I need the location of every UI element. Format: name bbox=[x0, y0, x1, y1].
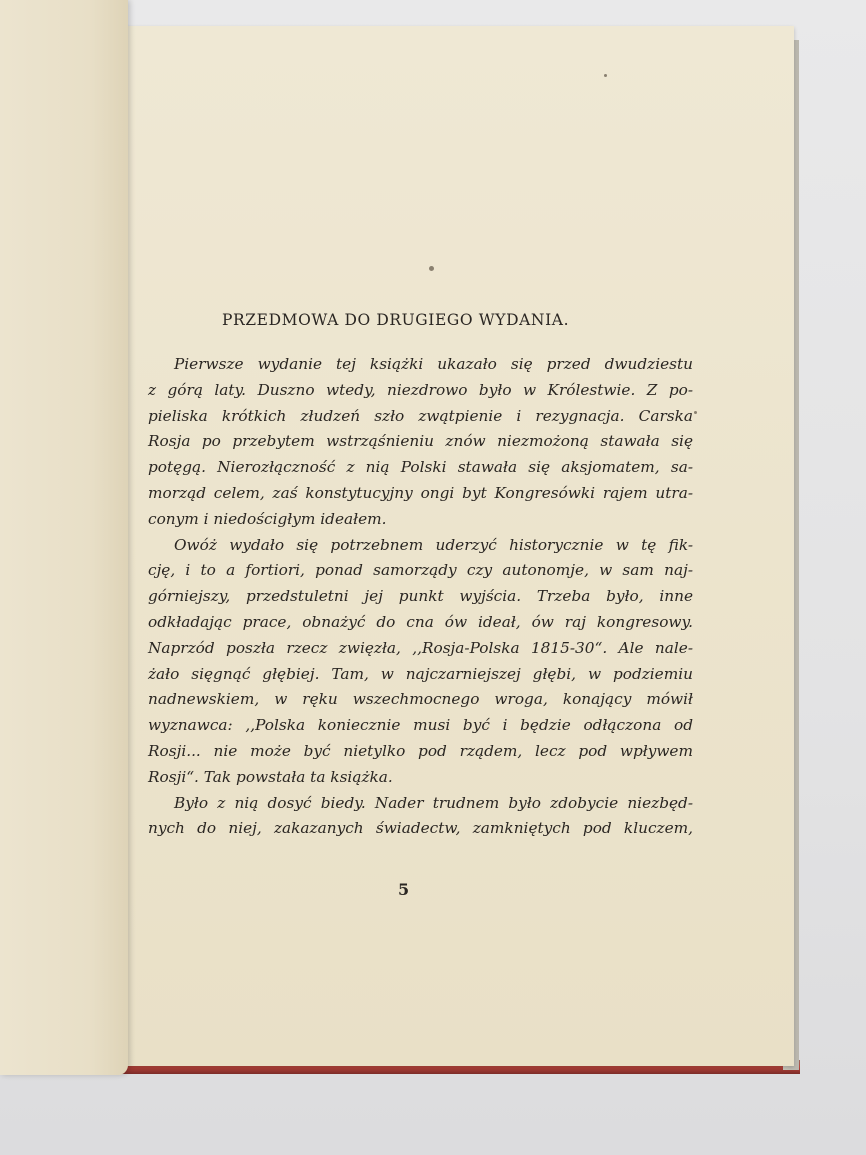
text-line: żało sięgnąć głębiej. Tam, w najczarniejszej głębi, w podziemiu bbox=[148, 664, 693, 683]
text-line: Rosja po przebytem wstrząśnieniu znów niezmożoną stawała się bbox=[148, 432, 693, 451]
text-line: potęgą. Nierozłączność z nią Polski stawała się aksjomatem, sa- bbox=[148, 458, 693, 477]
text-line: z górą laty. Duszno wtedy, niezdrowo było w Królestwie. Z po- bbox=[148, 380, 693, 399]
facing-page bbox=[0, 0, 128, 1075]
body-text bbox=[148, 352, 693, 842]
page-heading: PRZEDMOWA DO DRUGIEGO WYDANIA. bbox=[222, 311, 570, 329]
text-line: cję, i to a fortiori, ponad samorządy czy autonomje, w sam naj- bbox=[148, 561, 693, 580]
text-line: górniejszy, przedstuletni jej punkt wyjścia. Trzeba było, inne bbox=[148, 587, 693, 606]
text-line: pieliska krótkich złudzeń szło zwątpienie i rezygnacja. Carska bbox=[148, 406, 693, 425]
text-line: Rosji... nie może być nietylko pod rządem, lecz pod wpływem bbox=[148, 741, 693, 760]
text-line: Rosji“. Tak powstała ta książka. bbox=[148, 767, 393, 786]
paper-speck bbox=[694, 411, 697, 414]
text-line: nadnewskiem, w ręku wszechmocnego wroga, konający mówił bbox=[148, 690, 693, 709]
text-line: wyznawca: ,,Polska koniecznie musi być i będzie odłączona od bbox=[148, 716, 693, 735]
paper-speck bbox=[429, 266, 434, 271]
text-line: morząd celem, zaś konstytucyjny ongi byt Kongresówki rajem utra- bbox=[148, 483, 693, 502]
paper-speck bbox=[604, 74, 607, 77]
text-line: Owóż wydało się potrzebnem uderzyć historycznie w tę fik- bbox=[174, 535, 693, 554]
text-line: conym i niedościgłym ideałem. bbox=[148, 509, 387, 528]
text-line: odkładając prace, obnażyć do cna ów ideał, ów raj kongresowy. bbox=[148, 612, 693, 631]
text-line: Było z nią dosyć biedy. Nader trudnem było zdobycie niezbęd- bbox=[174, 793, 693, 812]
page-number: 5 bbox=[398, 880, 410, 899]
text-line: Pierwsze wydanie tej książki ukazało się przed dwudziestu bbox=[174, 355, 693, 373]
text-line: Naprzód poszła rzecz zwięzła, ,,Rosja-Polska 1815-30“. Ale nale- bbox=[148, 638, 693, 657]
text-line: nych do niej, zakazanych świadectw, zamkniętych pod kluczem, bbox=[148, 819, 693, 838]
